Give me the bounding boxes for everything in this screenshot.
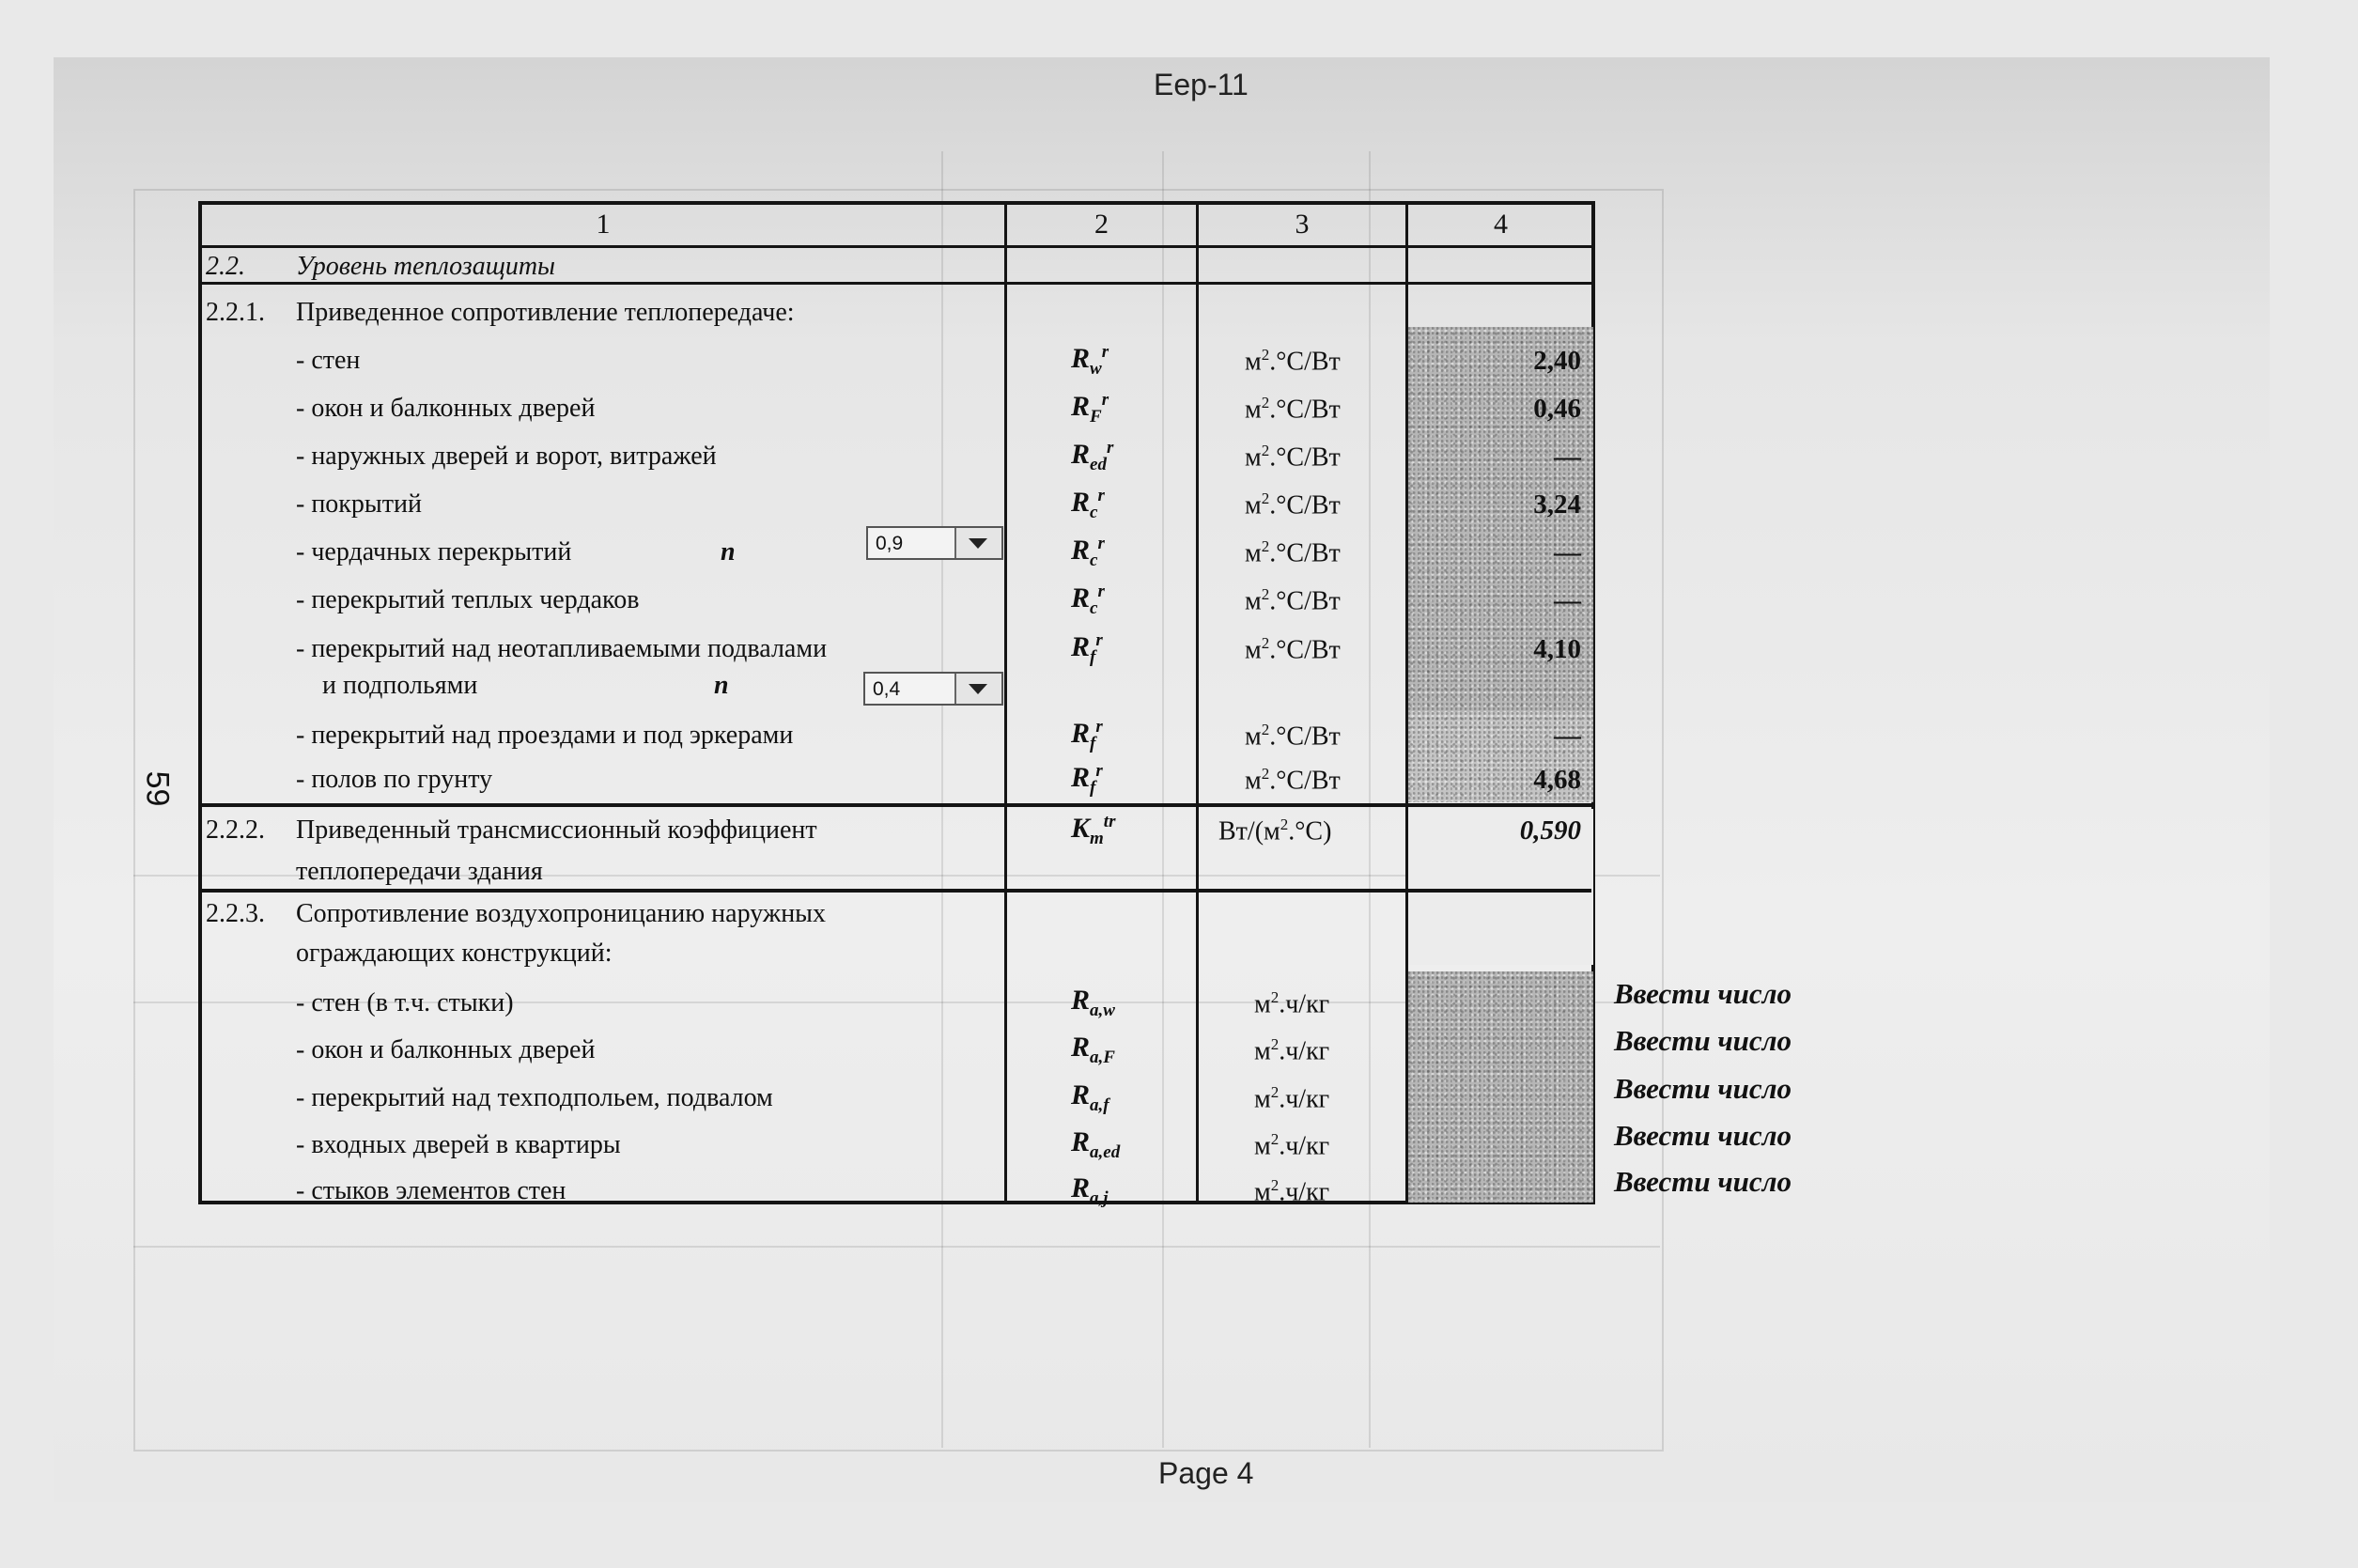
row-symbol: $R_{a,ed}$ (1071, 1126, 1121, 1162)
page-footer: Page 4 (1158, 1456, 1254, 1490)
row-label: - окон и балконных дверей (296, 394, 596, 423)
row-label: - окон и балконных дверей (296, 1035, 596, 1064)
row-label: - перекрытий над неотапливаемыми подвалами (296, 634, 828, 663)
row-label: - полов по грунту (296, 765, 493, 794)
group-title: Приведенный трансмиссионный коэффициент (296, 815, 817, 845)
row-label: - перекрытий над проездами и под эркерами (296, 721, 794, 750)
row-symbol: $R_{a,f}$ (1071, 1079, 1109, 1115)
row-symbol: $R_f^r$ (1071, 630, 1103, 667)
row-label: - перекрытий над техподпольем, подвалом (296, 1083, 773, 1112)
row-symbol: $R_f^r$ (1071, 761, 1103, 798)
row-label: - стен (296, 346, 361, 375)
row-unit: $м^2.ч/кг$ (1254, 1130, 1330, 1161)
row-value: 4,68 (1533, 765, 1581, 795)
row-label: - перекрытий теплых чердаков (296, 585, 640, 614)
row-symbol: $R_c^r$ (1071, 582, 1105, 618)
row-label: - наружных дверей и ворот, витражей (296, 442, 717, 471)
column-divider (1405, 205, 1408, 1201)
transmission-coefficient-symbol: $K_m^{tr}$ (1071, 812, 1116, 848)
value-cell-shading (1408, 971, 1593, 1203)
row-symbol: $R_{ed}^r$ (1071, 438, 1114, 474)
row-label-continuation: и подпольями (322, 671, 478, 700)
row-label: - чердачных перекрытий (296, 537, 572, 567)
column-header-4: 4 (1494, 209, 1508, 240)
section-title: Уровень теплозащиты (296, 252, 556, 281)
section-code: 2.2. (206, 252, 245, 281)
chevron-down-icon[interactable] (954, 674, 1001, 704)
column-header-3: 3 (1295, 209, 1310, 240)
row-label: - стен (в т.ч. стыки) (296, 988, 514, 1017)
row-unit: $м^2.^\circ С/Вт$ (1245, 537, 1341, 568)
row-symbol: $R_c^r$ (1071, 534, 1105, 570)
row-symbol: $R_w^r$ (1071, 342, 1109, 379)
transmission-coefficient-value: 0,590 (1519, 815, 1581, 846)
n-coefficient-dropdown[interactable] (863, 672, 1003, 706)
group-title-continuation: теплопередачи здания (296, 857, 543, 886)
row-value: — (1554, 537, 1581, 567)
row-unit: $Вт/(м^2.^\circ С)$ (1218, 815, 1332, 846)
enter-number-prompt[interactable]: Ввести число (1614, 1165, 1792, 1198)
row-value: 4,10 (1533, 634, 1581, 664)
dropdown-value: 0,9 (876, 533, 904, 554)
row-label: - входных дверей в квартиры (296, 1130, 621, 1159)
row-symbol: $R_f^r$ (1071, 717, 1103, 753)
row-symbol: $R_c^r$ (1071, 486, 1105, 522)
page-header: Eep-11 (1154, 68, 1249, 101)
group-code: 2.2.2. (206, 815, 265, 845)
row-divider (202, 889, 1591, 893)
enter-number-prompt[interactable]: Ввести число (1614, 1024, 1792, 1057)
row-value: — (1554, 585, 1581, 615)
row-unit: $м^2.^\circ С/Вт$ (1245, 442, 1341, 473)
row-label: - стыков элементов стен (296, 1176, 566, 1205)
row-unit: $м^2.^\circ С/Вт$ (1245, 765, 1341, 796)
row-label: - покрытий (296, 489, 422, 519)
row-symbol: $R_F^r$ (1071, 390, 1109, 427)
row-value: 3,24 (1533, 489, 1581, 520)
row-divider (202, 282, 1591, 285)
bleed-through-rule (133, 1246, 1660, 1248)
row-symbol: $R_{a,j}$ (1071, 1172, 1109, 1208)
column-header-1: 1 (596, 209, 611, 240)
dropdown-value: 0,4 (873, 678, 901, 700)
column-divider (1196, 205, 1199, 1201)
group-code: 2.2.3. (206, 899, 265, 928)
row-unit: $м^2.ч/кг$ (1254, 1035, 1330, 1066)
enter-number-prompt[interactable]: Ввести число (1614, 977, 1792, 1010)
group-title: Сопротивление воздухопроницанию наружных (296, 899, 826, 928)
chevron-down-icon[interactable] (954, 528, 1001, 558)
thermal-protection-table (198, 201, 1595, 1208)
row-unit: $м^2.^\circ С/Вт$ (1245, 489, 1341, 520)
row-value: 0,46 (1533, 394, 1581, 424)
row-value: — (1554, 442, 1581, 472)
row-divider (202, 245, 1591, 248)
row-unit: $м^2.^\circ С/Вт$ (1245, 394, 1341, 425)
page-number: 59 (139, 770, 176, 807)
row-unit: $м^2.^\circ С/Вт$ (1245, 585, 1341, 616)
row-unit: $м^2.ч/кг$ (1254, 1083, 1330, 1114)
column-divider (1004, 205, 1007, 1201)
row-divider (202, 803, 1591, 807)
enter-number-prompt[interactable]: Ввести число (1614, 1072, 1792, 1105)
n-label: n (721, 537, 736, 567)
n-label: n (714, 671, 729, 700)
group-code: 2.2.1. (206, 298, 265, 327)
enter-number-prompt[interactable]: Ввести число (1614, 1119, 1792, 1152)
row-unit: $м^2.^\circ С/Вт$ (1245, 634, 1341, 665)
row-unit: $м^2.^\circ С/Вт$ (1245, 721, 1341, 752)
group-title: Приведенное сопротивление теплопередаче: (296, 298, 795, 327)
column-header-2: 2 (1094, 209, 1109, 240)
row-value: 2,40 (1533, 346, 1581, 376)
row-unit: $м^2.ч/кг$ (1254, 1176, 1330, 1207)
row-unit: $м^2.ч/кг$ (1254, 988, 1330, 1019)
row-symbol: $R_{a,w}$ (1071, 985, 1115, 1020)
row-unit: $м^2.^\circ С/Вт$ (1245, 346, 1341, 377)
row-symbol: $R_{a,F}$ (1071, 1032, 1115, 1067)
row-value: — (1554, 721, 1581, 751)
n-coefficient-dropdown[interactable] (866, 526, 1003, 560)
group-title-continuation: ограждающих конструкций: (296, 939, 613, 968)
